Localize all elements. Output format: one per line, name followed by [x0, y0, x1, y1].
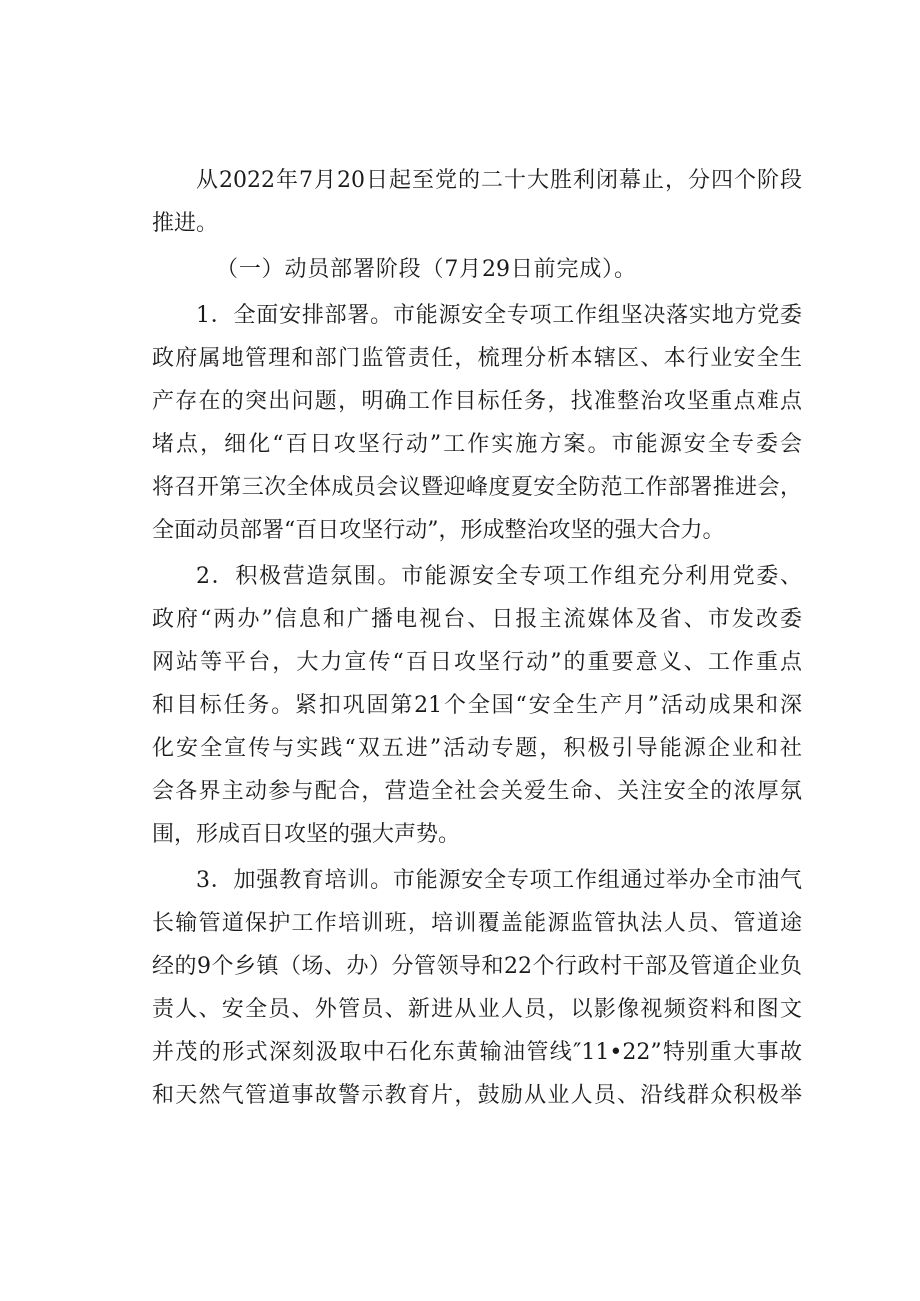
paragraph-line: 并茂的形式深刻汲取中石化东黄输油管线″11•22”特别重大事故: [152, 1040, 802, 1065]
paragraph-line: 将召开第三次全体成员会议暨迎峰度夏安全防范工作部署推进会，: [152, 475, 802, 500]
paragraph-line: 政府“两办”信息和广播电视台、日报主流媒体及省、市发改委: [152, 607, 802, 632]
paragraph-line: 产存在的突出问题，明确工作目标任务，找准整治攻坚重点难点: [152, 389, 802, 414]
paragraph-line: 网站等平台，大力宣传“百日攻坚行动”的重要意义、工作重点: [152, 650, 802, 675]
paragraph-line: 长输管道保护工作培训班，培训覆盖能源监管执法人员、管道途: [152, 911, 802, 936]
paragraph-line: 政府属地管理和部门监管责任，梳理分析本辖区、本行业安全生: [152, 346, 802, 371]
paragraph-line: 全面动员部署“百日攻坚行动”，形成整治攻坚的强大合力。: [152, 518, 725, 543]
paragraph-line: 会各界主动参与配合，营造全社会关爱生命、关注安全的浓厚氛: [152, 779, 802, 804]
paragraph-line: 责人、安全员、外管员、新进从业人员，以影像视频资料和图文: [152, 997, 802, 1022]
paragraph-line: 和目标任务。紧扣巩固第21个全国“安全生产月”活动成果和深: [152, 693, 802, 718]
paragraph-line: 2．积极营造氛围。市能源安全专项工作组充分利用党委、: [196, 564, 802, 589]
paragraph-line: 和天然气管道事故警示教育片，鼓励从业人员、沿线群众积极举: [152, 1083, 802, 1108]
paragraph-line: 围，形成百日攻坚的强大声势。: [152, 822, 461, 847]
section-heading: （一）动员部署阶段（7月29日前完成）。: [216, 257, 636, 282]
paragraph-line: 1．全面安排部署。市能源安全专项工作组坚决落实地方党委: [196, 303, 802, 328]
paragraph-line: 从2022年7月20日起至党的二十大胜利闭幕止，分四个阶段: [196, 168, 802, 193]
paragraph-line: 推进。: [152, 211, 219, 236]
paragraph-line: 化安全宣传与实践“双五进”活动专题，积极引导能源企业和社: [152, 736, 802, 761]
paragraph-line: 3．加强教育培训。市能源安全专项工作组通过举办全市油气: [196, 868, 802, 893]
paragraph-line: 经的9个乡镇（场、办）分管领导和22个行政村干部及管道企业负: [152, 954, 802, 979]
paragraph-line: 堵点，细化“百日攻坚行动”工作实施方案。市能源安全专委会: [152, 432, 802, 457]
